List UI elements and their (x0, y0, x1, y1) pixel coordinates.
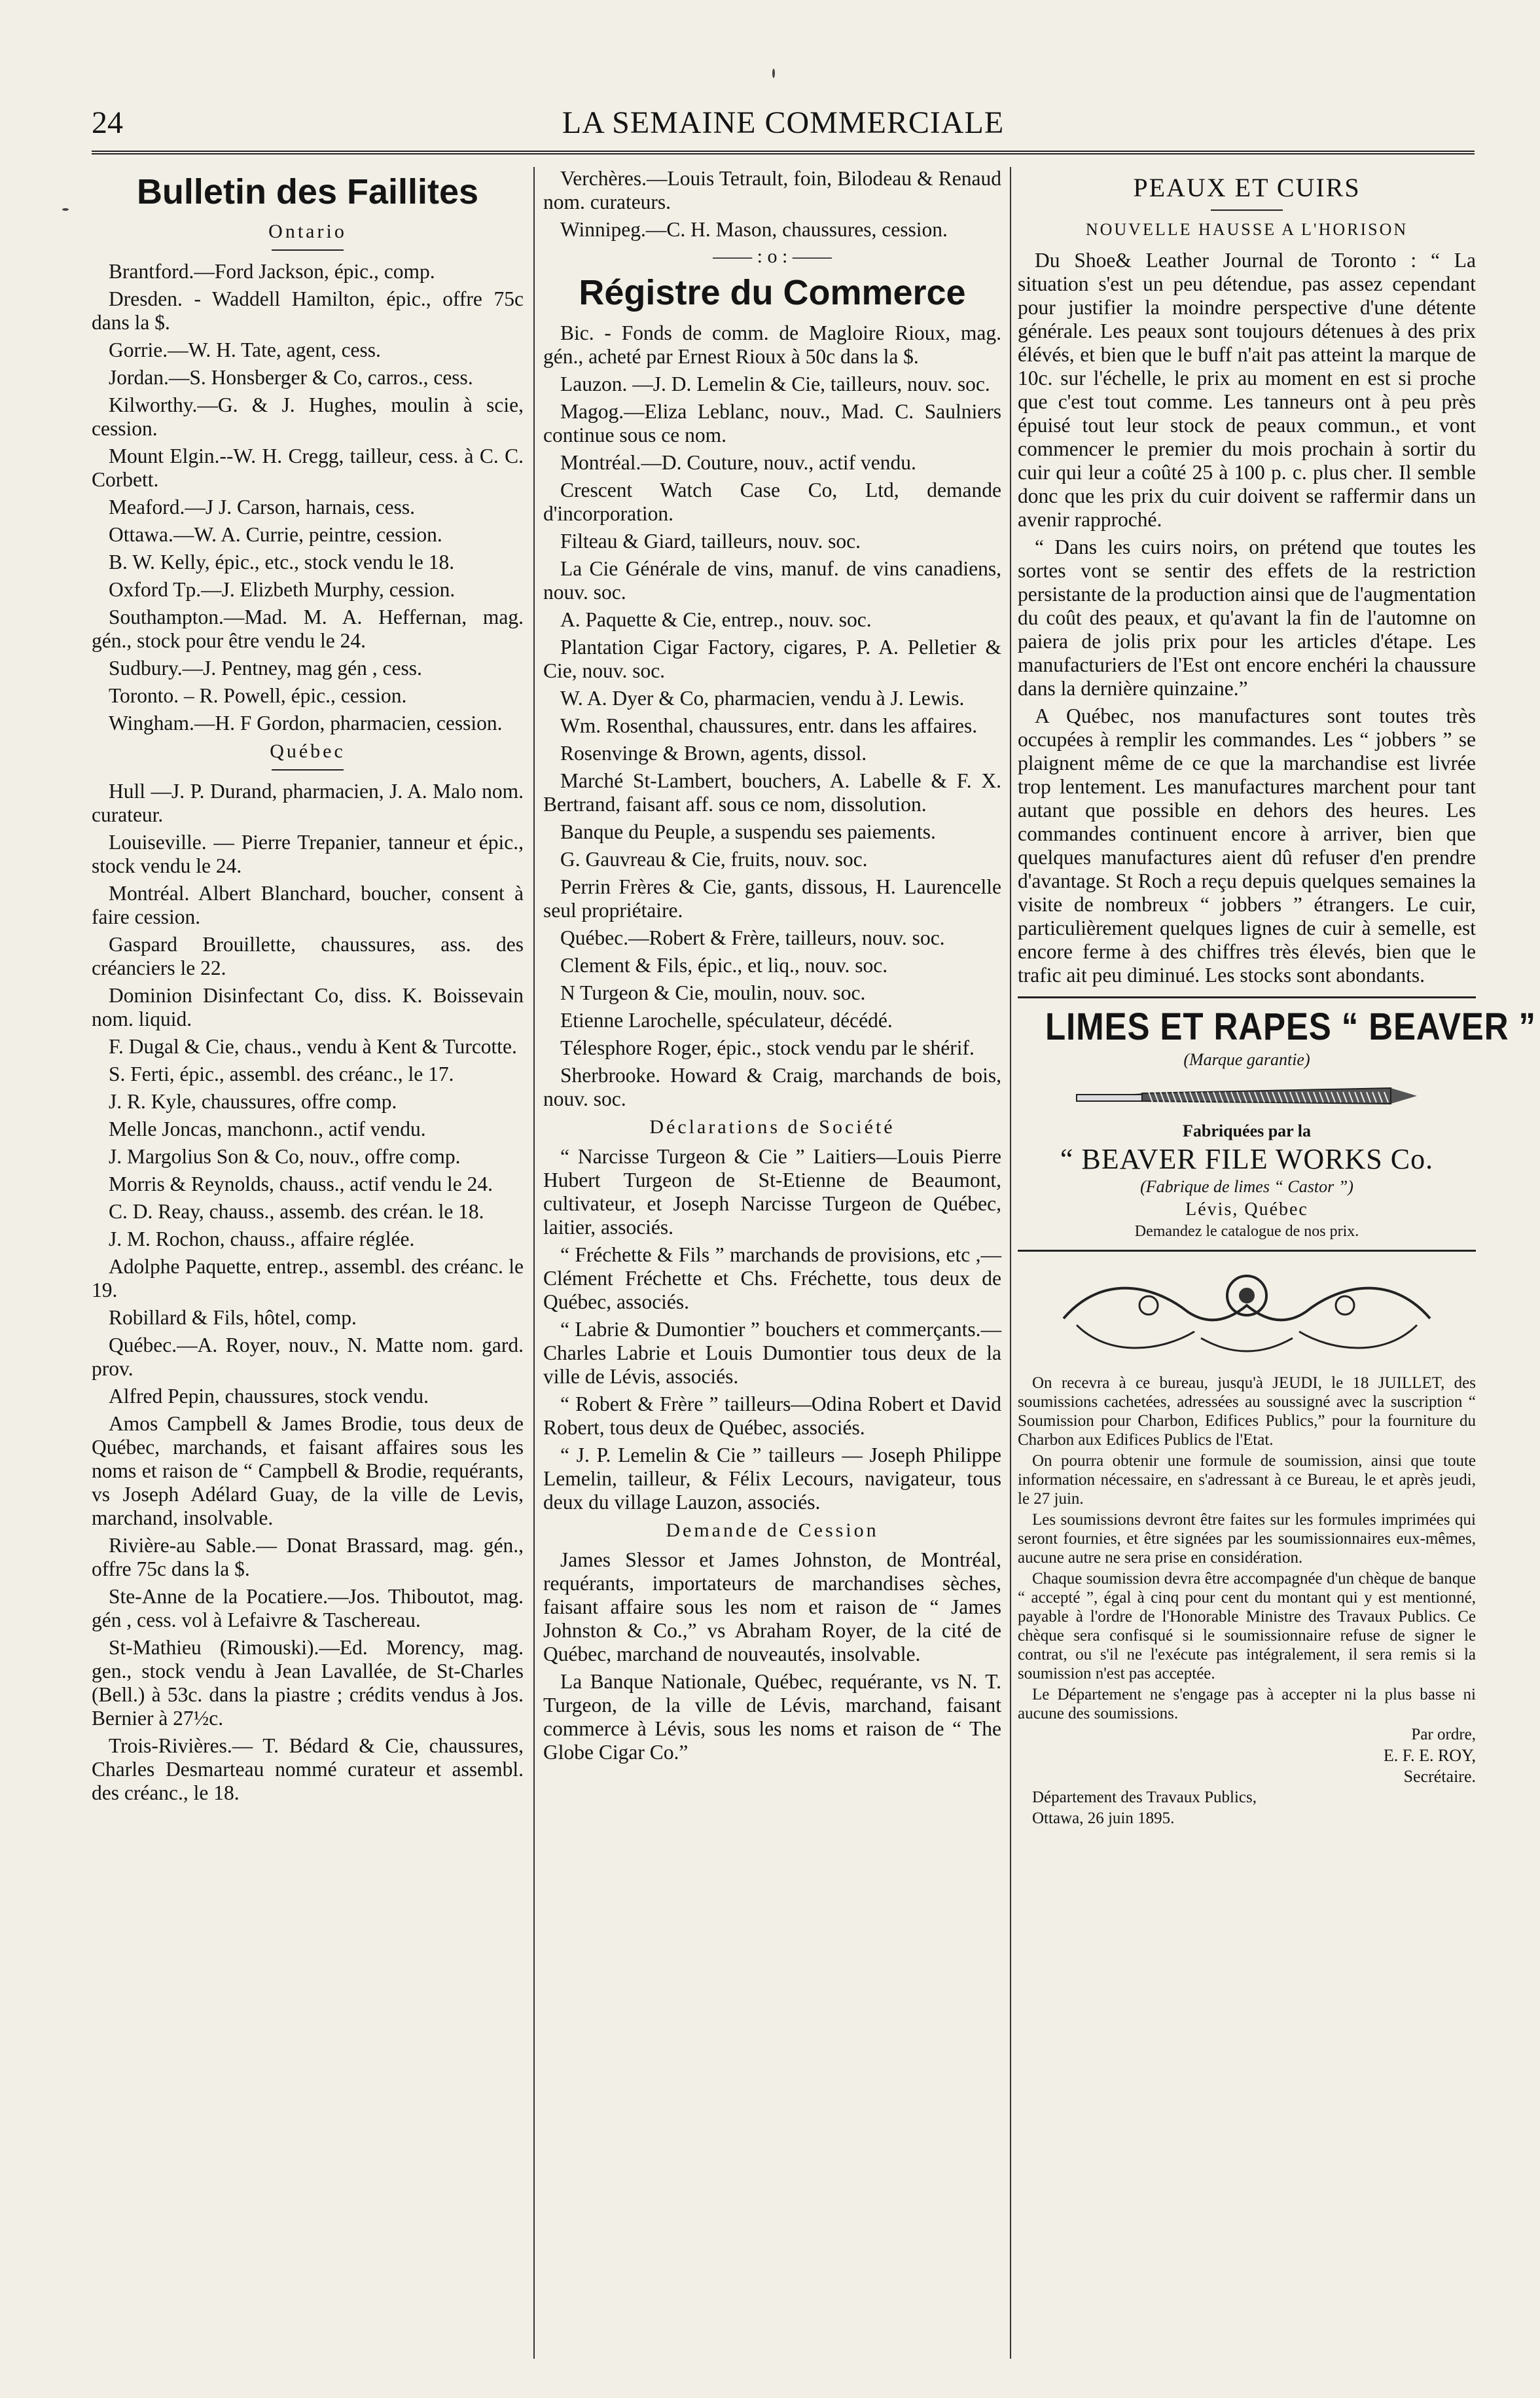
section-heading: Québec (270, 740, 346, 762)
file-illustration-icon (1064, 1076, 1430, 1116)
registre-entry: Wm. Rosenthal, chaussures, entr. dans les affaires. (560, 714, 978, 737)
cession-entry: James Slessor et James Johnston, de Montréal, requérants, importateurs de marchandises sèches, faisant affaire sous les nom et raison de “ James Johnston & Co.,” vs Abraham Royer, de la cité de Québec, marchand de nouveautés, insolvable. (543, 1548, 1001, 1665)
failure-entry: Meaford.—J J. Carson, harnais, cess. (109, 496, 416, 518)
failure-entry: Kilworthy.—G. & J. Hughes, moulin à scie, cession. (92, 393, 524, 440)
ink-speck (62, 208, 69, 211)
declaration-entry: “ J. P. Lemelin & Cie ” tailleurs — Joseph Philippe Lemelin, tailleur, & Félix Lecours, navigateur, tous deux du village Lauzon, associés. (543, 1444, 1001, 1514)
registre-entry: Québec.—Robert & Frère, tailleurs, nouv. soc. (560, 926, 945, 949)
failure-entry: Gorrie.—W. H. Tate, agent, cess. (109, 338, 381, 361)
failure-entry: Québec.—A. Royer, nouv., N. Matte nom. gard. prov. (92, 1334, 524, 1380)
notice-paragraph: Le Département ne s'engage pas à accepter ni la plus basse ni aucune des soumissions. (1018, 1686, 1476, 1722)
registre-entry: Marché St-Lambert, bouchers, A. Labelle & F. X. Bertrand, faisant aff. sous ce nom, dissolution. (543, 769, 1001, 816)
faillites-sections (92, 221, 524, 1805)
registre-entry: Banque du Peuple, a suspendu ses paiements. (560, 820, 936, 843)
newspaper-title: LA SEMAINE COMMERCIALE (562, 105, 1005, 140)
column-rule (1010, 167, 1011, 2359)
failure-entry: Amos Campbell & James Brodie, tous deux de Québec, marchands, et faisant affaires sous les noms et raison de “ Campbell & Brodie, requérants, vs Joseph Adélard Guay, de la ville de Levis, marchand, insolvable. (92, 1412, 524, 1529)
failure-entry: Wingham.—H. F Gordon, pharmacien, cession. (109, 712, 503, 735)
par-ordre: Par ordre, (1411, 1726, 1476, 1743)
signature: E. F. E. ROY, (1383, 1746, 1476, 1765)
column-registre (543, 167, 1001, 2359)
registre-entry: N Turgeon & Cie, moulin, nouv. soc. (560, 981, 866, 1004)
department: Département des Travaux Publics, (1032, 1789, 1257, 1806)
registre-entry: Rosenvinge & Brown, agents, dissol. (560, 742, 867, 765)
failure-entry: Louiseville. — Pierre Trepanier, tanneur et épic., stock vendu le 24. (92, 831, 524, 877)
failure-entry: J. M. Rochon, chauss., affaire réglée. (109, 1227, 415, 1250)
ad-company: “ BEAVER FILE WORKS Co. (1060, 1143, 1434, 1175)
failure-entry: Brantford.—Ford Jackson, épic., comp. (109, 260, 435, 283)
ad-italic: (Fabrique de limes “ Castor ”) (1140, 1177, 1353, 1196)
failure-entry: Ottawa.—W. A. Currie, peintre, cession. (109, 523, 442, 546)
failure-entry: Rivière-au Sable.— Donat Brassard, mag. gén., offre 75c dans la $. (92, 1534, 524, 1580)
registre-entry: Magog.—Eliza Leblanc, nouv., Mad. C. Saulniers continue sous ce nom. (543, 400, 1001, 446)
failure-entry: Dresden. - Waddell Hamilton, épic., offre 75c dans la $. (92, 287, 524, 334)
column-faillites (92, 167, 524, 2359)
declaration-entry: “ Narcisse Turgeon & Cie ” Laitiers—Louis Pierre Hubert Turgeon de St-Etienne de Beaumont, cultivateur, et Joseph Narcisse Turgeon de Québec, laitier, associés. (543, 1145, 1001, 1239)
registre-title: Régistre du Commerce (579, 273, 966, 312)
registre-entry: W. A. Dyer & Co, pharmacien, vendu à J. Lewis. (560, 687, 965, 710)
registre-entry: Lauzon. —J. D. Lemelin & Cie, tailleurs, nouv. soc. (560, 372, 990, 395)
failure-entry: Oxford Tp.—J. Elizbeth Murphy, cession. (109, 578, 456, 601)
failure-entry: Winnipeg.—C. H. Mason, chaussures, cession. (560, 218, 948, 241)
failure-entry: Dominion Disinfectant Co, diss. K. Boissevain nom. liquid. (92, 984, 524, 1030)
registre-entries (543, 321, 1001, 1111)
article-title: PEAUX ET CUIRS (1133, 173, 1361, 202)
article-paragraph: A Québec, nos manufactures sont toutes très occupées à remplir les commandes. Les “ jobbers ” se plaignent même de ce que la marchandise est livrée trop lentement. Les manufactures marchent pour tant autant que possible en dehors des heures. Les commandes continuent encore à arriver, bien que quelques manufactures aient dû refuser d'en prendre d'avantage. St Roch a reçu depuis quelques semaines la visite de nombreux “ jobbers ” étrangers. Le cuir, particulièrement quelques lignes de cuir à semelle, est encore ferme à des chiffres très élevés, bien que le trafic ait peu diminué. Les stocks sont abondants. (1018, 704, 1476, 987)
failure-entry: S. Ferti, épic., assembl. des créanc., le 17. (109, 1063, 454, 1085)
notice-paragraph: On pourra obtenir une formule de soumission, ainsi que toute information nécessaire, en s'adressant à ce Bureau, le et après jeudi, le 27 juin. (1018, 1452, 1476, 1508)
page-number: 24 (92, 105, 123, 140)
registre-entry: Etienne Larochelle, spéculateur, décédé. (560, 1009, 893, 1032)
failure-entry: C. D. Reay, chauss., assemb. des créan. le 18. (109, 1200, 484, 1223)
notice-paragraph: On recevra à ce bureau, jusqu'à JEUDI, le 18 JUILLET, des soumissions cachetées, adressées au soussigné avec la suscription “ Soumission pour Charbon, Edifices Publics,” pour la fourniture du Charbon aux Edifices Publics de l'Etat. (1018, 1374, 1476, 1449)
cession-heading: Demande de Cession (666, 1519, 879, 1541)
faillites-continued (543, 167, 1001, 242)
article-paragraph: “ Dans les cuirs noirs, on prétend que toutes les sortes vont se sentir des effets de la restriction persistante de la production ainsi que de l'augmentation du coût des peaux, et qu'avant la fin de l'automne on paiera de jolis prix pour les articles d'étape. Les manufacturiers de l'Est ont encore enchéri la chaussure dans la dernière quinzaine.” (1018, 536, 1476, 700)
article-body (1018, 249, 1476, 987)
ad-city: Lévis, Québec (1185, 1199, 1308, 1220)
registre-entry: A. Paquette & Cie, entrep., nouv. soc. (560, 608, 872, 631)
ad-catalogue: Demandez le catalogue de nos prix. (1134, 1223, 1359, 1240)
column-rule (533, 167, 535, 2359)
registre-entry: La Cie Générale de vins, manuf. de vins canadiens, nouv. soc. (543, 557, 1001, 604)
tender-notice (1018, 1373, 1476, 1828)
failure-entry: Jordan.—S. Honsberger & Co, carros., cess. (109, 366, 473, 389)
failure-entry: F. Dugal & Cie, chaus., vendu à Kent & Turcotte. (109, 1035, 517, 1058)
notice-date: Ottawa, 26 juin 1895. (1032, 1809, 1175, 1827)
registre-entry: Filteau & Giard, tailleurs, nouv. soc. (560, 530, 861, 553)
failure-entry: Alfred Pepin, chaussures, stock vendu. (109, 1385, 429, 1408)
registre-entry: Sherbrooke. Howard & Craig, marchands de bois, nouv. soc. (543, 1064, 1001, 1110)
registre-entry: Plantation Cigar Factory, cigares, P. A. Pelletier & Cie, nouv. soc. (543, 636, 1001, 682)
failure-entry: Verchères.—Louis Tetrault, foin, Bilodeau & Renaud nom. curateurs. (543, 167, 1001, 213)
separator: —— : o : —— (713, 245, 832, 267)
failure-entry: Adolphe Paquette, entrep., assembl. des créanc. le 19. (92, 1255, 524, 1301)
heading-rule (272, 769, 344, 771)
failure-entry: B. W. Kelly, épic., etc., stock vendu le 18. (109, 551, 455, 573)
failure-entry: Toronto. – R. Powell, épic., cession. (109, 684, 407, 707)
registre-entry: Montréal.—D. Couture, nouv., actif vendu. (560, 451, 916, 474)
secretary: Secrétaire. (1403, 1767, 1476, 1786)
failure-entry: J. Margolius Son & Co, nouv., offre comp. (109, 1145, 461, 1168)
article-subtitle: NOUVELLE HAUSSE A L'HORISON (1085, 220, 1408, 239)
registre-entry: G. Gauvreau & Cie, fruits, nouv. soc. (560, 848, 868, 871)
section-heading: Ontario (268, 221, 347, 242)
failure-entry: Montréal. Albert Blanchard, boucher, consent à faire cession. (92, 882, 524, 928)
beaver-advertisement (1018, 996, 1536, 1252)
page-header (92, 98, 1475, 144)
title-rule (1211, 209, 1283, 211)
cession-entries (543, 1548, 1001, 1764)
failure-entry: Robillard & Fils, hôtel, comp. (109, 1306, 357, 1329)
ad-mark: (Marque garantie) (1183, 1050, 1310, 1069)
ad-made-by: Fabriquées par la (1183, 1121, 1311, 1140)
declarations (543, 1145, 1001, 1514)
registre-entry: Crescent Watch Case Co, Ltd, demande d'incorporation. (543, 479, 1001, 525)
cession-entry: La Banque Nationale, Québec, requérante, vs N. T. Turgeon, de la ville de Lévis, marchand, faisant commerce à Lévis, sous les noms et raison de “ The Globe Cigar Co.” (543, 1670, 1001, 1764)
column-peaux (1018, 167, 1536, 2359)
declaration-entry: “ Labrie & Dumontier ” bouchers et commerçants.—Charles Labrie et Louis Dumontier tous deux de la ville de Lévis, associés. (543, 1318, 1001, 1388)
declaration-entry: “ Fréchette & Fils ” marchands de provisions, etc ,—Clément Fréchette et Chs. Fréchette, tous deux de Québec, associés. (543, 1243, 1001, 1313)
ornament-icon (1050, 1260, 1443, 1371)
failure-entry: Ste-Anne de la Pocatiere.—Jos. Thiboutot, mag. gén , cess. vol à Lefaivre & Taschereau. (92, 1585, 524, 1631)
failure-entry: Mount Elgin.--W. H. Cregg, tailleur, cess. à C. C. Corbett. (92, 445, 524, 491)
heading-rule (272, 249, 344, 251)
ink-speck (772, 69, 775, 78)
registre-entry: Perrin Frères & Cie, gants, dissous, H. Laurencelle seul propriétaire. (543, 875, 1001, 922)
failure-entry: Melle Joncas, manchonn., actif vendu. (109, 1117, 426, 1140)
failure-entry: Gaspard Brouillette, chaussures, ass. des créanciers le 22. (92, 933, 524, 979)
ad-headline: LIMES ET RAPES “ BEAVER ” (1045, 1006, 1536, 1048)
bulletin-title: Bulletin des Faillites (136, 172, 479, 211)
failure-entry: St-Mathieu (Rimouski).—Ed. Morency, mag. gen., stock vendu à Jean Lavallée, de St-Charles (Bell.) à 53c. dans la piastre ; crédits vendus à Jos. Bernier à 27½c. (92, 1636, 524, 1730)
failure-entry: Hull —J. P. Durand, pharmacien, J. A. Malo nom. curateur. (92, 780, 524, 826)
failure-entry: Sudbury.—J. Pentney, mag gén , cess. (109, 657, 422, 680)
notice-paragraph: Chaque soumission devra être accompagnée d'un chèque de banque “ accepté ”, égal à cinq pour cent du montant qui y est mentionné, payable à l'ordre de l'Honorable Ministre des Travaux Publics. Ce chèque sera confisqué si le soumissionnaire refuse de signer le contrat, ou s'il ne l'exécute pas intégralement, il sera remis si la soumission n'est pas acceptée. (1018, 1570, 1476, 1682)
registre-entry: Clement & Fils, épic., et liq., nouv. soc. (560, 954, 888, 977)
registre-entry: Télesphore Roger, épic., stock vendu par le shérif. (560, 1036, 975, 1059)
failure-entry: Trois-Rivières.— T. Bédard & Cie, chaussures, Charles Desmarteau nommé curateur et assembl. des créanc., le 18. (92, 1734, 524, 1804)
header-rule (92, 151, 1475, 154)
article-paragraph: Du Shoe& Leather Journal de Toronto : “ La situation s'est un peu détendue, pas assez cependant pour justifier la moindre perspective d'une détente générale. Les peaux sont toujours détenues à des prix élévés, et bien que le buff n'ait pas atteint la marque de 10c. sur l'échelle, le prix au moment en est si proche que c'est tout comme. Les tanneurs ont à peu près épuisé tout leur stock de peaux commun., et vont commencer le premier du mois prochain à sortir du cuir qui leur a coûté 25 à 100 p. c. plus cher. Il semble donc que les prix du cuir doivent se raffermir dans un avenir rapproché. (1018, 249, 1476, 531)
registre-entry: Bic. - Fonds de comm. de Magloire Rioux, mag. gén., acheté par Ernest Rioux à 50c dans la $. (543, 321, 1001, 368)
declarations-heading: Déclarations de Société (649, 1116, 895, 1138)
notice-paragraph: Les soumissions devront être faites sur les formules imprimées qui seront fournies, et être signées par les soumissionnaires eux-mêmes, aucune autre ne sera prise en considération. (1018, 1511, 1476, 1567)
declaration-entry: “ Robert & Frère ” tailleurs—Odina Robert et David Robert, tous deux de Québec, associés. (543, 1392, 1001, 1439)
failure-entry: J. R. Kyle, chaussures, offre comp. (109, 1090, 397, 1113)
failure-entry: Southampton.—Mad. M. A. Heffernan, mag. gén., stock pour être vendu le 24. (92, 606, 524, 652)
failure-entry: Morris & Reynolds, chauss., actif vendu le 24. (109, 1172, 493, 1195)
